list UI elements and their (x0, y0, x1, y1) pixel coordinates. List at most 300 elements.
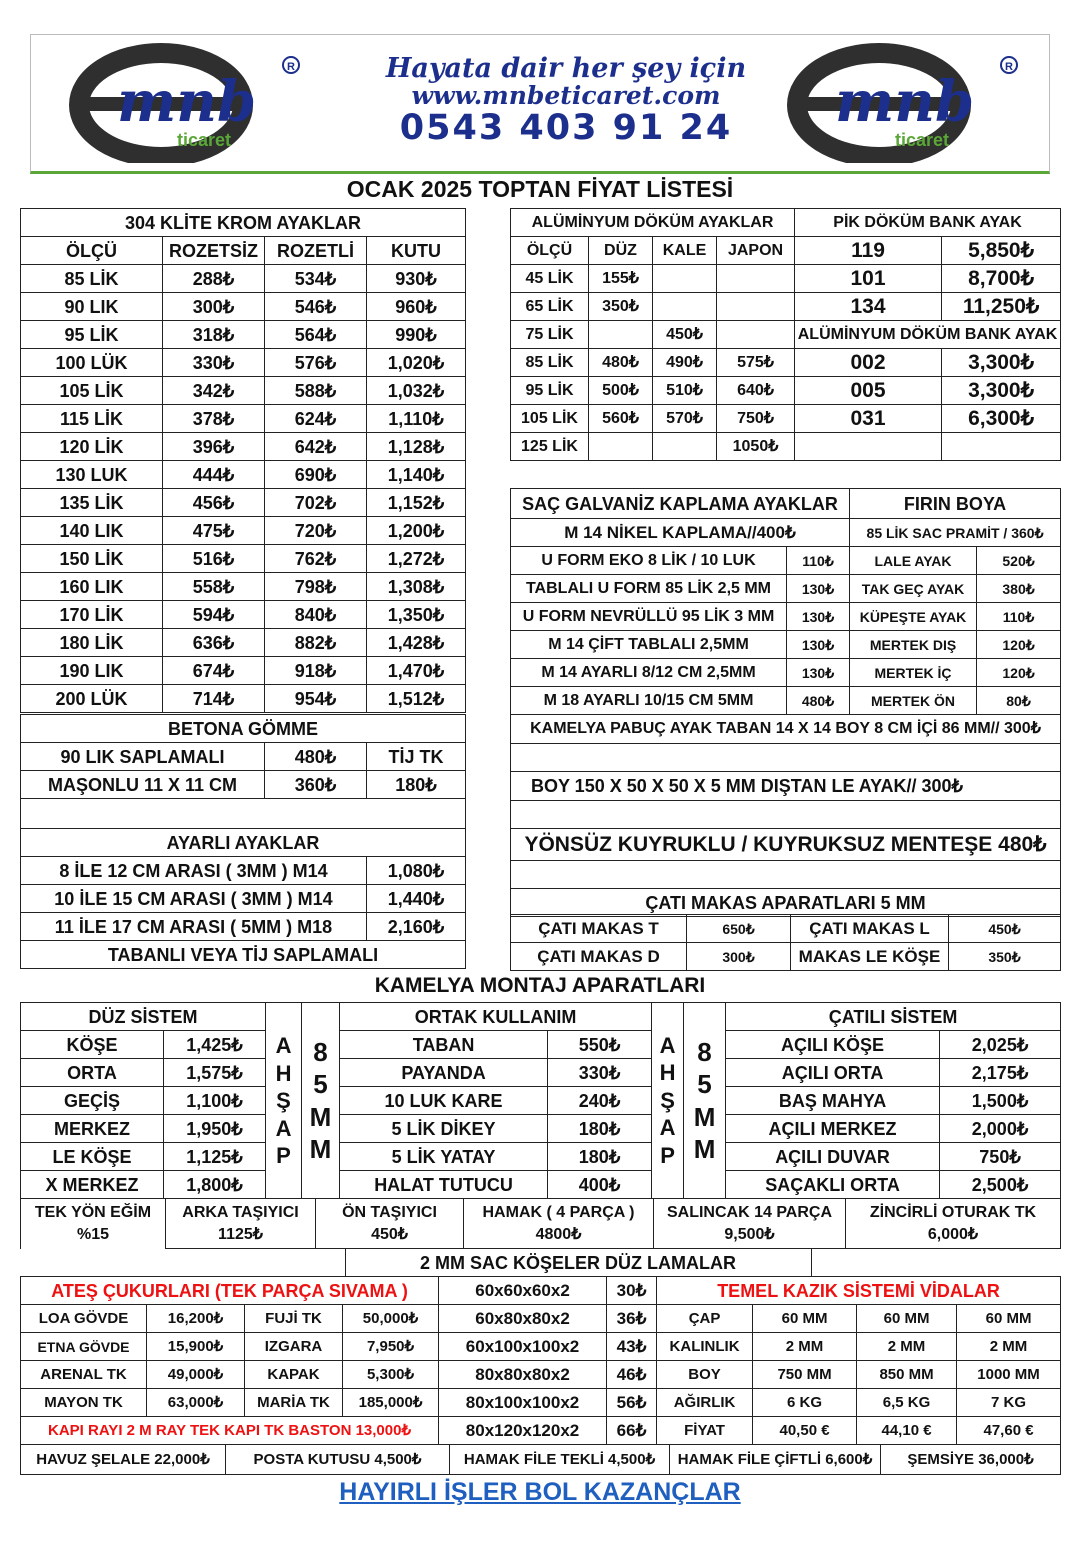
ortak-price: 180₺ (548, 1115, 652, 1143)
alu-kale: 450₺ (653, 321, 717, 349)
krom-kutu: 1,470₺ (367, 657, 466, 685)
catili-price: 2,500₺ (940, 1171, 1061, 1199)
extra-value: 1125₺ (218, 1225, 263, 1243)
lama-title-row (20, 1248, 1060, 1277)
ortak-item: 5 LİK DİKEY (340, 1115, 548, 1143)
alu-size: 125 LİK (511, 433, 589, 461)
catili-item: AÇILI MERKEZ (726, 1115, 940, 1143)
krom-kutu: 1,200₺ (367, 517, 466, 545)
firin-item: MERTEK DIŞ (850, 631, 977, 659)
ayarli-title: AYARLI AYAKLAR (21, 829, 466, 857)
ahsap-letter: Ş (660, 1087, 675, 1113)
page-title: OCAK 2025 TOPTAN FİYAT LİSTESİ (346, 176, 734, 202)
cati-title: ÇATI MAKAS APARATLARI 5 MM (511, 889, 1061, 917)
krom-header-olcu: ÖLÇÜ (21, 237, 163, 265)
krom-kutu: 1,140₺ (367, 461, 466, 489)
krom-rozetli: 624₺ (265, 405, 367, 433)
krom-row (21, 573, 466, 601)
krom-size: 160 LIK (21, 573, 163, 601)
firin-item: TAK GEÇ AYAK (850, 575, 977, 603)
krom-header-rozetsiz: ROZETSİZ (163, 237, 265, 265)
sac-price: 130₺ (787, 659, 850, 687)
logo-ticaret-text: ticaret (895, 130, 950, 150)
krom-rozetli: 588₺ (265, 377, 367, 405)
extra-on (316, 1199, 464, 1249)
extra-tek-yon (21, 1199, 166, 1249)
krom-size: 170 LİK (21, 601, 163, 629)
ahsap-letter: A (659, 1032, 676, 1058)
pik-code: 101 (795, 265, 942, 293)
krom-size: 135 LİK (21, 489, 163, 517)
empty-cell (21, 799, 466, 829)
krom-rozetli: 954₺ (265, 685, 367, 713)
kapi-rayi: KAPI RAYI 2 M RAY TEK KAPI TK BASTON 13,000₺ (21, 1417, 439, 1445)
mm-letter: 5 (313, 1069, 328, 1099)
krom-size: 115 LİK (21, 405, 163, 433)
lama-size: 80x80x80x2 (439, 1361, 607, 1389)
aluminyum-pik-table (510, 208, 1061, 461)
betona-item: MAŞONLU 11 X 11 CM (21, 771, 265, 799)
firin-item: MERTEK İÇ (850, 659, 977, 687)
firin-price: 520₺ (977, 547, 1061, 575)
krom-row (21, 321, 466, 349)
boy-le-ayak: BOY 150 X 50 X 50 X 5 MM DIŞTAN LE AYAK// 300₺ (511, 772, 1061, 801)
hamak-file-ciftli: HAMAK FİLE ÇİFTLİ 6,600₺ (670, 1445, 881, 1475)
website: www.mnbeticaret.com (411, 81, 721, 111)
ates-price: 16,200₺ (147, 1305, 245, 1333)
lama-price: 36₺ (607, 1305, 657, 1333)
krom-kutu: 1,308₺ (367, 573, 466, 601)
pik-price: 8,700₺ (942, 265, 1061, 293)
tagline-block (331, 55, 801, 146)
krom-kutu: 990₺ (367, 321, 466, 349)
sac-item: TABLALI U FORM 85 LİK 2,5 MM (511, 575, 787, 603)
ates-price: 63,000₺ (147, 1389, 245, 1417)
cati-price: 650₺ (687, 915, 791, 943)
alu-bank-code: 031 (795, 405, 942, 433)
footer-slogan: HAYIRLI İŞLER BOL KAZANÇLAR (339, 1478, 741, 1506)
ates-item: FUJİ TK (245, 1305, 343, 1333)
ahsap-vertical-right (652, 1003, 684, 1199)
krom-kutu: 1,032₺ (367, 377, 466, 405)
firin-price: 120₺ (977, 631, 1061, 659)
krom-rozetli: 840₺ (265, 601, 367, 629)
logo-ticaret-text: ticaret (177, 130, 232, 150)
alu-japon: 640₺ (717, 377, 795, 405)
ates-item: KAPAK (245, 1361, 343, 1389)
cati-table (510, 914, 1061, 971)
alu-japon (717, 321, 795, 349)
ortak-item: PAYANDA (340, 1059, 548, 1087)
header-banner (30, 34, 1050, 174)
krom-rozetsiz: 714₺ (163, 685, 265, 713)
extra-label: TEK YÖN EĞİM (34, 1203, 152, 1221)
bottom-misc-row (20, 1444, 1061, 1475)
krom-rozetsiz: 594₺ (163, 601, 265, 629)
krom-size: 130 LUK (21, 461, 163, 489)
mm-letter: 8 (697, 1036, 712, 1067)
krom-rozetsiz: 318₺ (163, 321, 265, 349)
firin-sub: 85 LİK SAC PRAMİT / 360₺ (850, 519, 1061, 547)
alu-bank-code: 002 (795, 349, 942, 377)
alu-kale: 570₺ (653, 405, 717, 433)
firin-price: 120₺ (977, 659, 1061, 687)
krom-row (21, 433, 466, 461)
duz-item: LE KÖŞE (21, 1143, 164, 1171)
krom-size: 190 LIK (21, 657, 163, 685)
ayarli-item: 11 İLE 17 CM ARASI ( 5MM ) M18 (21, 913, 367, 941)
temel-value: 2 MM (957, 1333, 1061, 1361)
temel-label: BOY (657, 1361, 753, 1389)
betona-title: BETONA GÖMME (21, 715, 466, 743)
catili-item: AÇILI KÖŞE (726, 1031, 940, 1059)
duz-price: 1,800₺ (164, 1171, 266, 1199)
alu-header-kale: KALE (653, 237, 717, 265)
ortak-price: 180₺ (548, 1143, 652, 1171)
krom-body (21, 209, 466, 713)
lama-size: 80x100x100x2 (439, 1389, 607, 1417)
catili-item: AÇILI ORTA (726, 1059, 940, 1087)
krom-rozetsiz: 558₺ (163, 573, 265, 601)
extra-hamak (464, 1199, 654, 1249)
krom-row (21, 265, 466, 293)
krom-row (21, 461, 466, 489)
temel-value: 60 MM (957, 1305, 1061, 1333)
ortak-title: ORTAK KULLANIM (340, 1003, 652, 1031)
alu-duz (589, 433, 653, 461)
catili-price: 750₺ (940, 1143, 1061, 1171)
catili-price: 1,500₺ (940, 1087, 1061, 1115)
ahsap-letter: P (276, 1143, 291, 1168)
ates-price: 185,000₺ (343, 1389, 439, 1417)
krom-kutu: 930₺ (367, 265, 466, 293)
duz-item: GEÇİŞ (21, 1087, 164, 1115)
ahsap-vertical-left (266, 1003, 302, 1199)
alu-kale: 490₺ (653, 349, 717, 377)
ates-item: IZGARA (245, 1333, 343, 1361)
mm85-vertical-right (684, 1003, 726, 1199)
lama-price: 56₺ (607, 1389, 657, 1417)
temel-value: 6 KG (753, 1389, 857, 1417)
bottom-grid (20, 1276, 1061, 1445)
ates-item: MAYON TK (21, 1389, 147, 1417)
krom-row (21, 685, 466, 713)
betona-price: 360₺ (265, 771, 367, 799)
betona-price: 480₺ (265, 743, 367, 771)
temel-value: 750 MM (753, 1361, 857, 1389)
extra-label: ZİNCİRLİ OTURAK TK (869, 1203, 1037, 1221)
empty-cell (511, 861, 1061, 889)
duz-price: 1,125₺ (164, 1143, 266, 1171)
firin-price: 110₺ (977, 603, 1061, 631)
krom-kutu: 1,110₺ (367, 405, 466, 433)
empty-cell (511, 801, 1061, 829)
alu-size: 45 LİK (511, 265, 589, 293)
duz-item: X MERKEZ (21, 1171, 164, 1199)
krom-size: 140 LIK (21, 517, 163, 545)
alu-duz: 350₺ (589, 293, 653, 321)
krom-header-rozetli: ROZETLİ (265, 237, 367, 265)
ortak-item: HALAT TUTUCU (340, 1171, 548, 1199)
cati-price: 350₺ (949, 943, 1061, 971)
alu-duz: 500₺ (589, 377, 653, 405)
krom-kutu: 960₺ (367, 293, 466, 321)
krom-rozetsiz: 475₺ (163, 517, 265, 545)
duz-price: 1,950₺ (164, 1115, 266, 1143)
ortak-item: TABAN (340, 1031, 548, 1059)
aluminyum-title: ALÜMİNYUM DÖKÜM AYAKLAR (511, 209, 795, 237)
krom-rozetli: 690₺ (265, 461, 367, 489)
alu-header-duz: DÜZ (589, 237, 653, 265)
sac-nikel: M 14 NİKEL KAPLAMA//400₺ (511, 519, 850, 547)
krom-size: 90 LIK (21, 293, 163, 321)
ayarli-table (20, 828, 466, 969)
sac-price: 130₺ (787, 603, 850, 631)
alu-bank-price: 3,300₺ (942, 349, 1061, 377)
mentese: YÖNSÜZ KUYRUKLU / KUYRUKSUZ MENTEŞE 480₺ (511, 829, 1061, 861)
krom-row (21, 405, 466, 433)
catili-item: AÇILI DUVAR (726, 1143, 940, 1171)
alu-size: 85 LİK (511, 349, 589, 377)
catili-item: SAÇAKLI ORTA (726, 1171, 940, 1199)
firin-price: 80₺ (977, 687, 1061, 715)
krom-rozetsiz: 288₺ (163, 265, 265, 293)
ates-price: 5,300₺ (343, 1361, 439, 1389)
krom-row (21, 293, 466, 321)
lama-price: 66₺ (607, 1417, 657, 1445)
slogan: Hayata dair her şey için (385, 53, 747, 84)
sac-price: 130₺ (787, 575, 850, 603)
temel-value: 850 MM (857, 1361, 957, 1389)
extra-label: ÖN TAŞIYICI (342, 1203, 437, 1221)
krom-rozetli: 642₺ (265, 433, 367, 461)
krom-row (21, 489, 466, 517)
ates-price: 49,000₺ (147, 1361, 245, 1389)
krom-row (21, 377, 466, 405)
ahsap-letter: P (660, 1142, 675, 1168)
krom-row (21, 517, 466, 545)
ahsap-letter: A (659, 1115, 676, 1141)
temel-value: 6,5 KG (857, 1389, 957, 1417)
catili-title: ÇATILI SİSTEM (726, 1003, 1061, 1031)
ayarli-price: 1,080₺ (367, 857, 466, 885)
temel-title: TEMEL KAZIK SİSTEMİ VİDALAR (657, 1277, 1061, 1305)
mm-letter: M (693, 1134, 716, 1164)
havuz-selale: HAVUZ ŞELALE 22,000₺ (21, 1445, 226, 1475)
temel-label: FİYAT (657, 1417, 753, 1445)
sac-item: M 14 ÇİFT TABLALI 2,5MM (511, 631, 787, 659)
catili-price: 2,025₺ (940, 1031, 1061, 1059)
lama-price: 46₺ (607, 1361, 657, 1389)
temel-value: 7 KG (957, 1389, 1061, 1417)
lama-size: 60x80x80x2 (439, 1305, 607, 1333)
alu-japon: 750₺ (717, 405, 795, 433)
krom-row (21, 601, 466, 629)
ahsap-letter: H (659, 1060, 676, 1086)
alu-header-olcu: ÖLÇÜ (511, 237, 589, 265)
extra-label: HAMAK ( 4 PARÇA ) (482, 1203, 635, 1221)
alu-header-japon: JAPON (717, 237, 795, 265)
cati-price: 450₺ (949, 915, 1061, 943)
temel-label: KALINLIK (657, 1333, 753, 1361)
sac-price: 110₺ (787, 547, 850, 575)
krom-rozetsiz: 674₺ (163, 657, 265, 685)
krom-kutu: 1,020₺ (367, 349, 466, 377)
krom-title: 304 KLİTE KROM AYAKLAR (21, 209, 466, 237)
empty-cell (942, 433, 1061, 461)
krom-rozetli: 564₺ (265, 321, 367, 349)
mm-letter: M (309, 1134, 332, 1164)
ates-price: 7,950₺ (343, 1333, 439, 1361)
krom-size: 105 LİK (21, 377, 163, 405)
mm-letter: M (309, 1101, 332, 1132)
krom-size: 150 LİK (21, 545, 163, 573)
ayarli-item: 8 İLE 12 CM ARASI ( 3MM ) M14 (21, 857, 367, 885)
sac-title: SAÇ GALVANİZ KAPLAMA AYAKLAR (511, 489, 850, 519)
krom-row (21, 657, 466, 685)
registered-mark: R (1005, 61, 1013, 73)
alu-bank-price: 3,300₺ (942, 377, 1061, 405)
ortak-price: 240₺ (548, 1087, 652, 1115)
ortak-price: 550₺ (548, 1031, 652, 1059)
extra-value: %15 (76, 1225, 110, 1243)
lama-size: 80x120x120x2 (439, 1417, 607, 1445)
firin-price: 380₺ (977, 575, 1061, 603)
extra-value: 4800₺ (535, 1225, 582, 1243)
pik-code: 119 (795, 237, 942, 265)
duz-item: MERKEZ (21, 1115, 164, 1143)
betona-item: 90 LIK SAPLAMALI (21, 743, 265, 771)
kamelya-table (20, 1002, 1061, 1199)
registered-mark: R (287, 61, 295, 73)
temel-value: 40,50 € (753, 1417, 857, 1445)
temel-value: 2 MM (753, 1333, 857, 1361)
cati-item: ÇATI MAKAS L (791, 915, 949, 943)
mm-letter: M (693, 1101, 716, 1132)
alu-size: 95 LİK (511, 377, 589, 405)
krom-rozetli: 534₺ (265, 265, 367, 293)
ayarli-footer: TABANLI VEYA TİJ SAPLAMALI (21, 941, 466, 969)
sac-item: M 14 AYARLI 8/12 CM 2,5MM (511, 659, 787, 687)
kamelya-title: KAMELYA MONTAJ APARATLARI (374, 974, 706, 997)
alu-bank-price: 6,300₺ (942, 405, 1061, 433)
cati-item: ÇATI MAKAS T (511, 915, 687, 943)
ortak-price: 330₺ (548, 1059, 652, 1087)
krom-kutu: 1,428₺ (367, 629, 466, 657)
sac-price: 130₺ (787, 631, 850, 659)
alu-duz: 560₺ (589, 405, 653, 433)
krom-rozetsiz: 342₺ (163, 377, 265, 405)
alu-japon: 575₺ (717, 349, 795, 377)
empty-cell (811, 1249, 1060, 1277)
krom-row (21, 349, 466, 377)
temel-value: 1000 MM (957, 1361, 1061, 1389)
lama-price: 30₺ (607, 1277, 657, 1305)
krom-rozetsiz: 330₺ (163, 349, 265, 377)
lama-price: 43₺ (607, 1333, 657, 1361)
sac-item: U FORM NEVRÜLLÜ 95 LİK 3 MM (511, 603, 787, 631)
duz-price: 1,575₺ (164, 1059, 266, 1087)
duz-item: ORTA (21, 1059, 164, 1087)
krom-rozetli: 702₺ (265, 489, 367, 517)
alu-duz (589, 321, 653, 349)
krom-kutu: 1,272₺ (367, 545, 466, 573)
ates-title: ATEŞ ÇUKURLARI (TEK PARÇA SIVAMA ) (21, 1277, 439, 1305)
sac-firin-table (510, 488, 1061, 917)
krom-kutu: 1,152₺ (367, 489, 466, 517)
mm-letter: 5 (697, 1069, 712, 1099)
ayarli-item: 10 İLE 15 CM ARASI ( 3MM ) M14 (21, 885, 367, 913)
ortak-item: 5 LİK YATAY (340, 1143, 548, 1171)
alu-japon (717, 293, 795, 321)
ortak-price: 400₺ (548, 1171, 652, 1199)
cati-price: 300₺ (687, 943, 791, 971)
alu-japon: 1050₺ (717, 433, 795, 461)
firin-item: KÜPEŞTE AYAK (850, 603, 977, 631)
temel-value: 44,10 € (857, 1417, 957, 1445)
alu-size: 65 LİK (511, 293, 589, 321)
empty-cell (511, 744, 1061, 772)
pik-code: 134 (795, 293, 942, 321)
krom-rozetsiz: 456₺ (163, 489, 265, 517)
mm-letter: 8 (313, 1036, 328, 1067)
krom-size: 180 LİK (21, 629, 163, 657)
krom-kutu: 1,128₺ (367, 433, 466, 461)
betona-tij-label: TİJ TK (367, 743, 466, 771)
ates-item: ETNA GÖVDE (21, 1333, 147, 1361)
ates-item: LOA GÖVDE (21, 1305, 147, 1333)
mnb-logo-right (787, 43, 1027, 163)
krom-rozetli: 762₺ (265, 545, 367, 573)
betona-table (20, 714, 466, 829)
extra-salincak (654, 1199, 846, 1249)
ahsap-letter: Ş (276, 1088, 291, 1113)
pik-price: 5,850₺ (942, 237, 1061, 265)
krom-rozetli: 798₺ (265, 573, 367, 601)
alu-kale (653, 265, 717, 293)
krom-rozetsiz: 636₺ (163, 629, 265, 657)
firin-item: LALE AYAK (850, 547, 977, 575)
duz-price: 1,100₺ (164, 1087, 266, 1115)
krom-size: 100 LÜK (21, 349, 163, 377)
pik-title: PİK DÖKÜM BANK AYAK (795, 209, 1061, 237)
catili-price: 2,000₺ (940, 1115, 1061, 1143)
hamak-file-tekli: HAMAK FİLE TEKLİ 4,500₺ (450, 1445, 670, 1475)
pik-price: 11,250₺ (942, 293, 1061, 321)
krom-size: 95 LİK (21, 321, 163, 349)
firin-title: FIRIN BOYA (850, 489, 1061, 519)
ayarli-price: 2,160₺ (367, 913, 466, 941)
lama-size: 60x60x60x2 (439, 1277, 607, 1305)
extra-arka (166, 1199, 316, 1249)
lama-title: 2 MM SAC KÖŞELER DÜZ LAMALAR (345, 1249, 811, 1277)
kamelya-extras (20, 1198, 1061, 1249)
phone-number: 0543 403 91 24 (399, 107, 733, 148)
semsiye: ŞEMSİYE 36,000₺ (881, 1445, 1061, 1475)
empty-cell (795, 433, 942, 461)
alu-bank-code: 005 (795, 377, 942, 405)
temel-value: 2 MM (857, 1333, 957, 1361)
alu-size: 105 LİK (511, 405, 589, 433)
alu-size: 75 LİK (511, 321, 589, 349)
sac-price: 480₺ (787, 687, 850, 715)
ahsap-letter: A (275, 1115, 292, 1141)
krom-header-kutu: KUTU (367, 237, 466, 265)
ayarli-price: 1,440₺ (367, 885, 466, 913)
krom-rozetsiz: 444₺ (163, 461, 265, 489)
extra-value: 9,500₺ (724, 1225, 775, 1243)
alu-japon (717, 265, 795, 293)
